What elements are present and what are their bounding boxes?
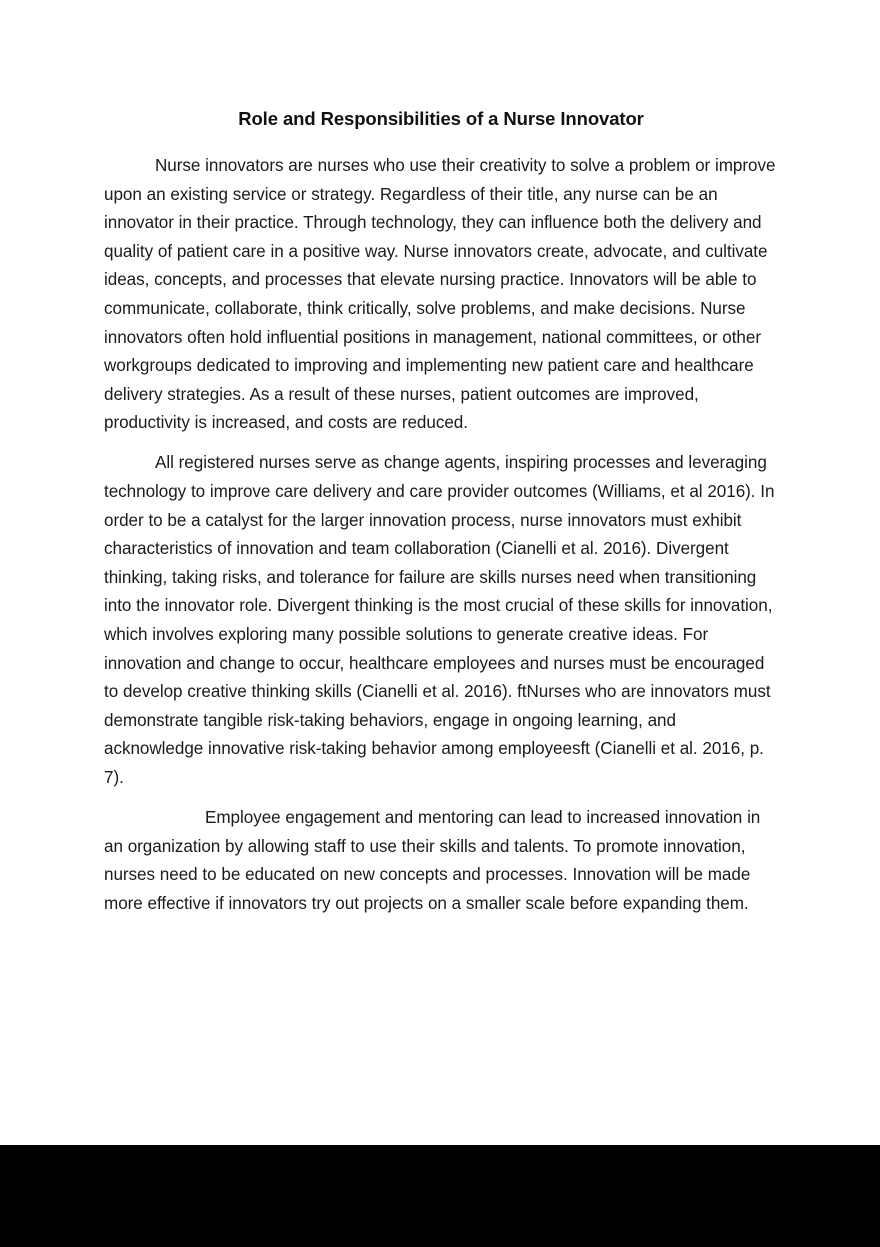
bottom-black-bar <box>0 1145 880 1247</box>
body-paragraph-3: Employee engagement and mentoring can lead to increased innovation in an organization by allowing staff to use their skills and talents. To promote innovation, nurses need to be educated on new concepts and processes. Innovation will be made more effective if innovators try out projects on a smaller scale before expanding them. <box>104 808 761 913</box>
body-paragraph-2: All registered nurses serve as change agents, inspiring processes and leveraging technology to improve care delivery and care provider outcomes (Williams, et al 2016). In order to be a catalyst for the larger innovation process, nurse innovators must exhibit characteristics of innovation and team collaboration (Cianelli et al. 2016). Divergent thinking, taking risks, and tolerance for failure are skills nurses need when transitioning into the innovator role. Divergent thinking is the most crucial of these skills for innovation, which involves exploring many possible solutions to generate creative ideas. For innovation and change to occur, healthcare employees and nurses must be encouraged to develop creative thinking skills (Cianelli et al. 2016). ftNurses who are innovators must demonstrate tangible risk-taking behaviors, engage in ongoing learning, and acknowledge innovative risk-taking behavior among employeesft (Cianelli et al. 2016, p. 7). <box>104 453 775 787</box>
document-text-body <box>104 0 778 918</box>
page-title: Role and Responsibilities of a Nurse Innovator <box>238 108 644 129</box>
body-paragraph-1: Nurse innovators are nurses who use their creativity to solve a problem or improve upon an existing service or strategy. Regardless of their title, any nurse can be an innovator in their practice. Through technology, they can influence both the delivery and quality of patient care in a positive way. Nurse innovators create, advocate, and cultivate ideas, concepts, and processes that elevate nursing practice. Innovators will be able to communicate, collaborate, think critically, solve problems, and make decisions. Nurse innovators often hold influential positions in management, national committees, or other workgroups dedicated to improving and implementing new patient care and healthcare delivery strategies. As a result of these nurses, patient outcomes are improved, productivity is increased, and costs are reduced. <box>104 156 776 433</box>
